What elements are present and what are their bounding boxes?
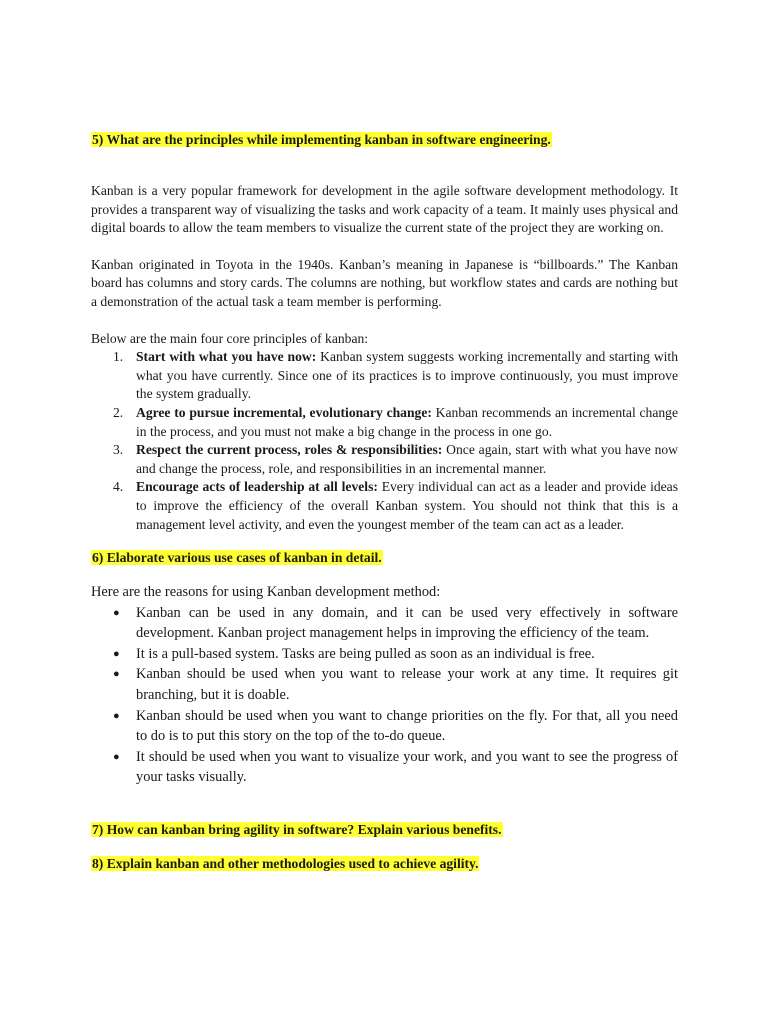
principle-number: 4. bbox=[113, 479, 124, 495]
document-content bbox=[91, 130, 678, 874]
principle-item bbox=[91, 441, 678, 478]
intro-paragraph-1: Kanban is a very popular framework for development in the agile software development methodology. It provides a transparent way of visualizing the tasks and work capacity of a team. It mainly uses physical and digital boards to allow the team members to visualize the current state of the project they are working on. bbox=[91, 183, 678, 236]
bullet-icon: ● bbox=[113, 668, 120, 681]
reason-text: Kanban can be used in any domain, and it can be used very effectively in software development. Kanban project management helps in improving the efficiency of the team. bbox=[136, 604, 678, 642]
question-5-heading bbox=[91, 130, 678, 150]
question-6-highlight: 6) Elaborate various use cases of kanban in detail. bbox=[92, 550, 382, 566]
bullet-icon: ● bbox=[113, 750, 120, 763]
bullet-icon: ● bbox=[113, 606, 120, 619]
reasons-list bbox=[91, 603, 678, 788]
principle-title: Respect the current process, roles & responsibilities: bbox=[136, 442, 443, 458]
question-7-heading bbox=[91, 820, 678, 840]
principle-text: Every individual can act as a leader and provide ideas to improve the efficiency of the overall Kanban system. You should not think that this is a management level activity, and even the youngest member of the team can act as a leader. bbox=[136, 479, 678, 532]
reason-item bbox=[91, 644, 678, 665]
principle-item bbox=[91, 404, 678, 441]
principle-number: 1. bbox=[113, 349, 124, 365]
question-8-highlight: 8) Explain kanban and other methodologies used to achieve agility. bbox=[92, 856, 479, 872]
principle-text: Kanban system suggests working incrementally and starting with what you have currently. Since one of its practices is to improve continuously, you must improve the system gradually. bbox=[136, 349, 678, 402]
bullet-icon: ● bbox=[113, 709, 120, 722]
principle-title: Start with what you have now: bbox=[136, 349, 317, 365]
reasons-intro: Here are the reasons for using Kanban development method: bbox=[91, 584, 441, 601]
principles-intro: Below are the main four core principles of kanban: bbox=[91, 330, 369, 346]
principle-text: Once again, start with what you have now and change the process, role, and responsibilities in an incremental manner. bbox=[136, 442, 678, 476]
reason-item bbox=[91, 747, 678, 788]
reason-text: Kanban should be used when you want to change priorities on the fly. For that, all you need to do is to put this story on the top of the to-do queue. bbox=[136, 707, 678, 745]
principles-list bbox=[91, 348, 678, 534]
reason-text: Kanban should be used when you want to release your work at any time. It requires git branching, but it is doable. bbox=[136, 666, 678, 704]
reason-item bbox=[91, 706, 678, 747]
principle-title: Agree to pursue incremental, evolutionary change: bbox=[136, 404, 432, 420]
intro-paragraph-2: Kanban originated in Toyota in the 1940s. Kanban’s meaning in Japanese is “billboards.” The Kanban board has columns and story cards. The columns are nothing, but workflow states and cards are nothing but a demonstration of the actual task a team member is performing. bbox=[91, 256, 678, 309]
question-7-highlight: 7) How can kanban bring agility in software? Explain various benefits. bbox=[92, 822, 502, 838]
question-6-heading bbox=[91, 548, 678, 568]
principle-text: Kanban recommends an incremental change in the process, and you must not make a big change in the process in one go. bbox=[136, 404, 678, 439]
principle-number: 2. bbox=[113, 404, 124, 420]
reason-text: It is a pull-based system. Tasks are being pulled as soon as an individual is free. bbox=[136, 645, 595, 662]
principle-title: Encourage acts of leadership at all levels: bbox=[136, 479, 378, 495]
question-8-heading bbox=[91, 854, 678, 874]
reason-item bbox=[91, 603, 678, 644]
bullet-icon: ● bbox=[113, 647, 120, 660]
principle-item bbox=[91, 348, 678, 404]
reason-text: It should be used when you want to visualize your work, and you want to see the progress of your tasks visually. bbox=[136, 748, 678, 786]
reason-item bbox=[91, 664, 678, 705]
principle-item bbox=[91, 478, 678, 534]
principle-number: 3. bbox=[113, 442, 124, 458]
question-5-highlight: 5) What are the principles while implementing kanban in software engineering. bbox=[92, 132, 551, 147]
